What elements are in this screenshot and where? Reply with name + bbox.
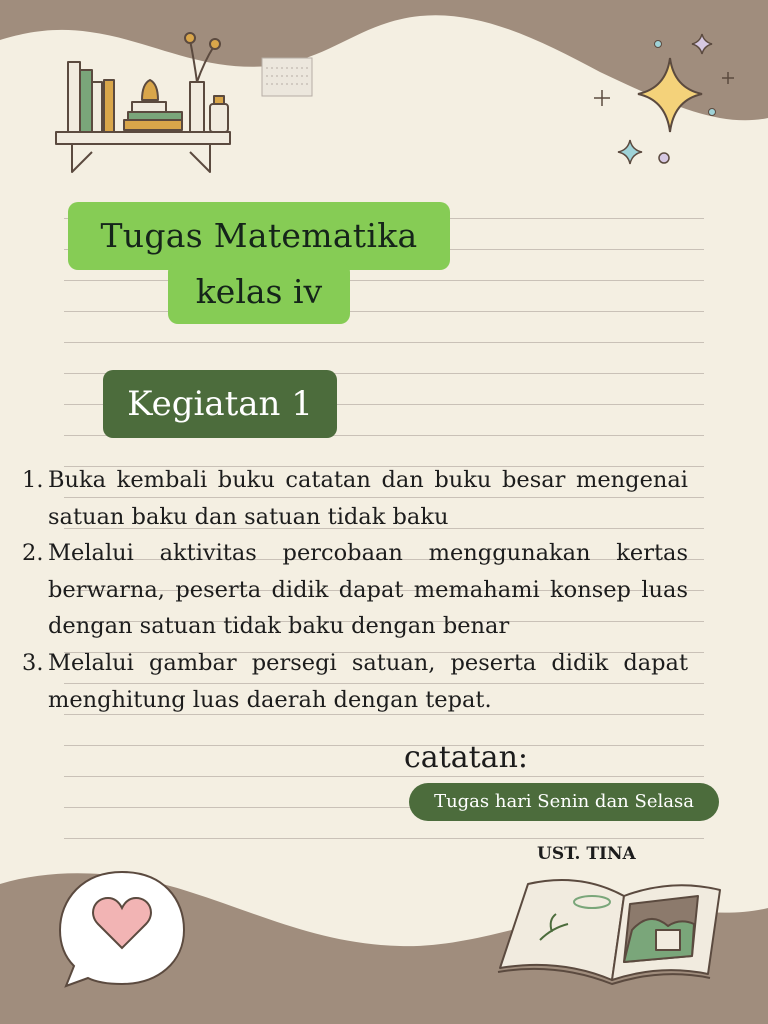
list-item-number: 2.	[22, 540, 44, 567]
list-item-text: Melalui aktivitas percobaan menggunakan kertas berwarna, peserta didik dapat memahami konsep luas dengan satuan tidak baku dengan benar	[48, 540, 688, 640]
teacher-name: UST. TINA	[537, 844, 636, 864]
notes-label: catatan:	[404, 740, 528, 775]
list-item	[22, 462, 688, 535]
list-item-text: Buka kembali buku catatan dan buku besar mengenai satuan baku dan satuan tidak baku	[48, 467, 688, 530]
list-item	[22, 645, 688, 718]
list-item-text: Melalui gambar persegi satuan, peserta didik dapat menghitung luas daerah dengan tepat.	[48, 649, 688, 713]
list-item-number: 3.	[22, 649, 44, 676]
activity-label: Kegiatan 1	[127, 384, 313, 424]
task-list	[22, 462, 688, 718]
list-item-number: 1.	[22, 467, 44, 493]
page-subtitle-class: kelas iv	[195, 272, 323, 311]
list-item	[22, 535, 688, 645]
notes-text: Tugas hari Senin dan Selasa	[434, 791, 694, 812]
page-title: Tugas Matematika	[100, 216, 418, 255]
